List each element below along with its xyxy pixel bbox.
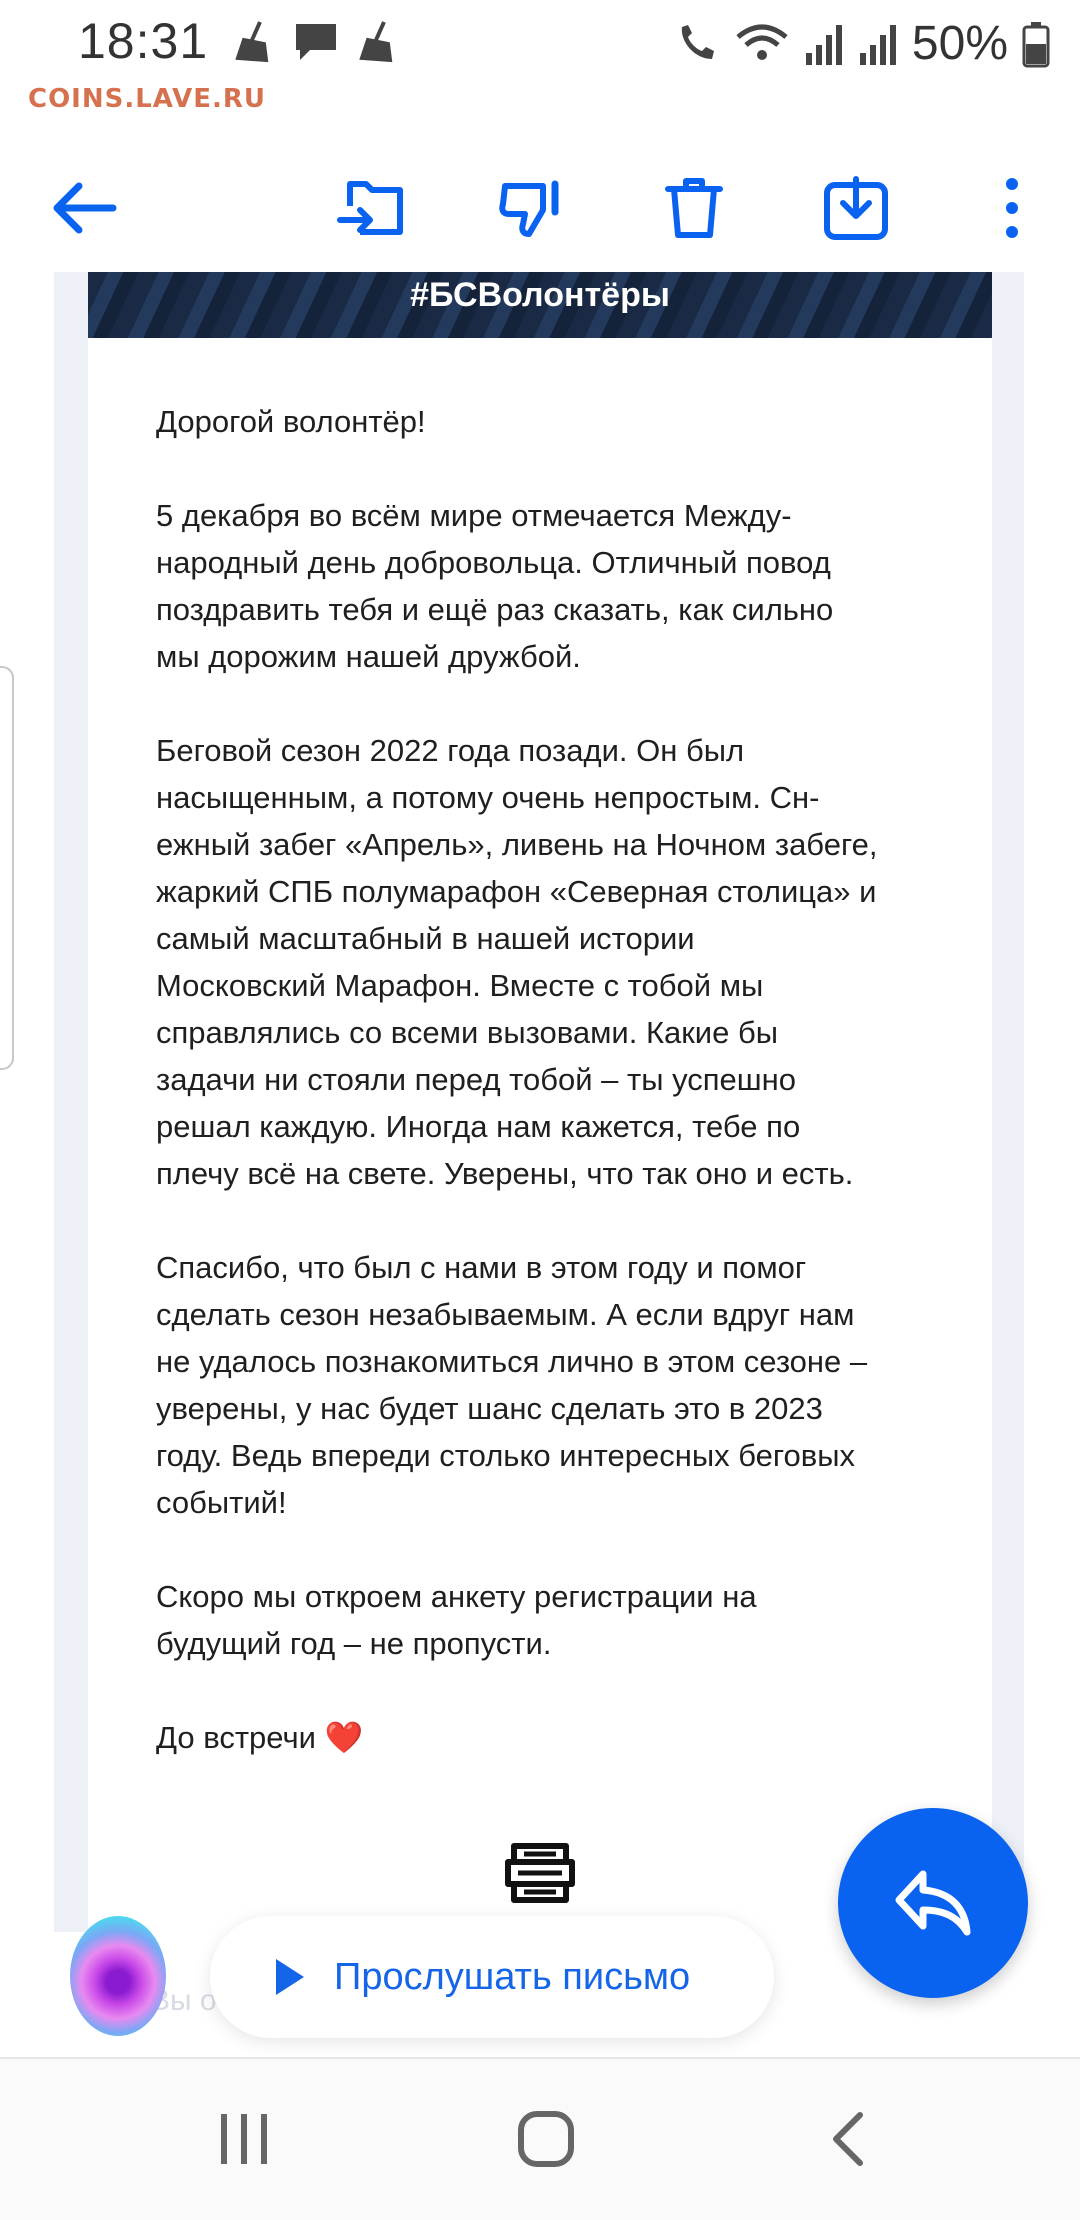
back-arrow-icon: [49, 178, 119, 238]
chat-icon: [292, 18, 340, 66]
reply-icon: [893, 1868, 973, 1938]
mail-toolbar: [0, 150, 1080, 260]
mail-body: [156, 398, 936, 1808]
navigation-bar: [0, 2059, 1080, 2220]
mail-paragraph: Дорогой волонтёр!: [156, 404, 426, 439]
banner-hashtag: #БСВолонтёры: [410, 276, 670, 314]
mail-banner: [88, 272, 992, 338]
mail-closing: [156, 1714, 936, 1761]
more-button[interactable]: [972, 168, 1052, 248]
battery-percent: 50%: [911, 17, 1008, 70]
assistant-orb[interactable]: [70, 1916, 166, 2036]
dislike-icon: [497, 176, 567, 240]
status-time: 18:31: [78, 13, 209, 69]
notification-icons: [230, 18, 402, 66]
wifi-call-icon: [674, 21, 720, 67]
move-folder-icon: [336, 176, 408, 240]
more-vertical-icon: [1002, 176, 1022, 240]
brand-logo-icon: [504, 1840, 576, 1906]
recent-apps-button[interactable]: [204, 2099, 284, 2179]
back-nav-button[interactable]: [808, 2099, 888, 2179]
reply-button[interactable]: [838, 1808, 1028, 1998]
watermark: COINS.LAVE.RU: [28, 84, 267, 114]
home-icon: [517, 2110, 575, 2168]
trash-icon: [664, 175, 724, 241]
delete-button[interactable]: [654, 168, 734, 248]
home-button[interactable]: [506, 2099, 586, 2179]
system-icons: [674, 16, 1050, 71]
mail-footer-faded: Вы о: [150, 1984, 217, 2017]
closing-text: До встречи: [156, 1720, 316, 1755]
status-bar: [0, 0, 1080, 82]
back-button[interactable]: [44, 168, 124, 248]
recent-apps-icon: [217, 2112, 271, 2166]
chevron-left-icon: [828, 2111, 868, 2167]
save-button[interactable]: [816, 168, 896, 248]
listen-letter-button[interactable]: [210, 1916, 774, 2038]
battery-icon: [1022, 20, 1050, 68]
mail-paragraph: Беговой сезон 2022 года позади. Он был насыщенным, а потому очень непростым. Сн- ежный забег «Апрель», ливень на Ночном забеге, жаркий СПБ полумарафон «Северная столица» и самый масштабный в нашей истории Московский Марафон. Вместе с тобой мы справлялись со всеми вызовами. Какие бы задачи ни стояли перед тобой – ты успешно решал каждую. Иногда нам кажется, тебе по плечу всё на свете. Уверены, что так оно и есть.: [156, 733, 878, 1191]
heart-emoji: ❤️: [324, 1720, 364, 1755]
mail-paragraph: Спасибо, что был с нами в этом году и помог сделать сезон незабываемым. А если вдруг нам не удалось познакомиться лично в этом сезоне – уверены, у нас будет шанс сделать это в 2023 году. Ведь впереди столько интересных беговых событий!: [156, 1250, 868, 1520]
play-icon: [272, 1957, 306, 1997]
download-icon: [823, 175, 889, 241]
dislike-button[interactable]: [492, 168, 572, 248]
move-button[interactable]: [332, 168, 412, 248]
edge-panel-handle[interactable]: [0, 666, 14, 1070]
listen-letter-label: Прослушать письмо: [334, 1955, 691, 1998]
mail-paragraph: 5 декабря во всём мире отмечается Между- народный день добровольца. Отличный повод поздравить тебя и ещё раз сказать, как сильно мы дорожим нашей дружбой.: [156, 498, 834, 674]
broom-icon: [354, 18, 402, 66]
broom-icon: [230, 18, 278, 66]
signal-icon: [858, 21, 898, 67]
wifi-icon: [734, 21, 790, 67]
signal-icon: [804, 21, 844, 67]
mail-paragraph: Скоро мы откроем анкету регистрации на будущий год – не пропусти.: [156, 1579, 757, 1661]
